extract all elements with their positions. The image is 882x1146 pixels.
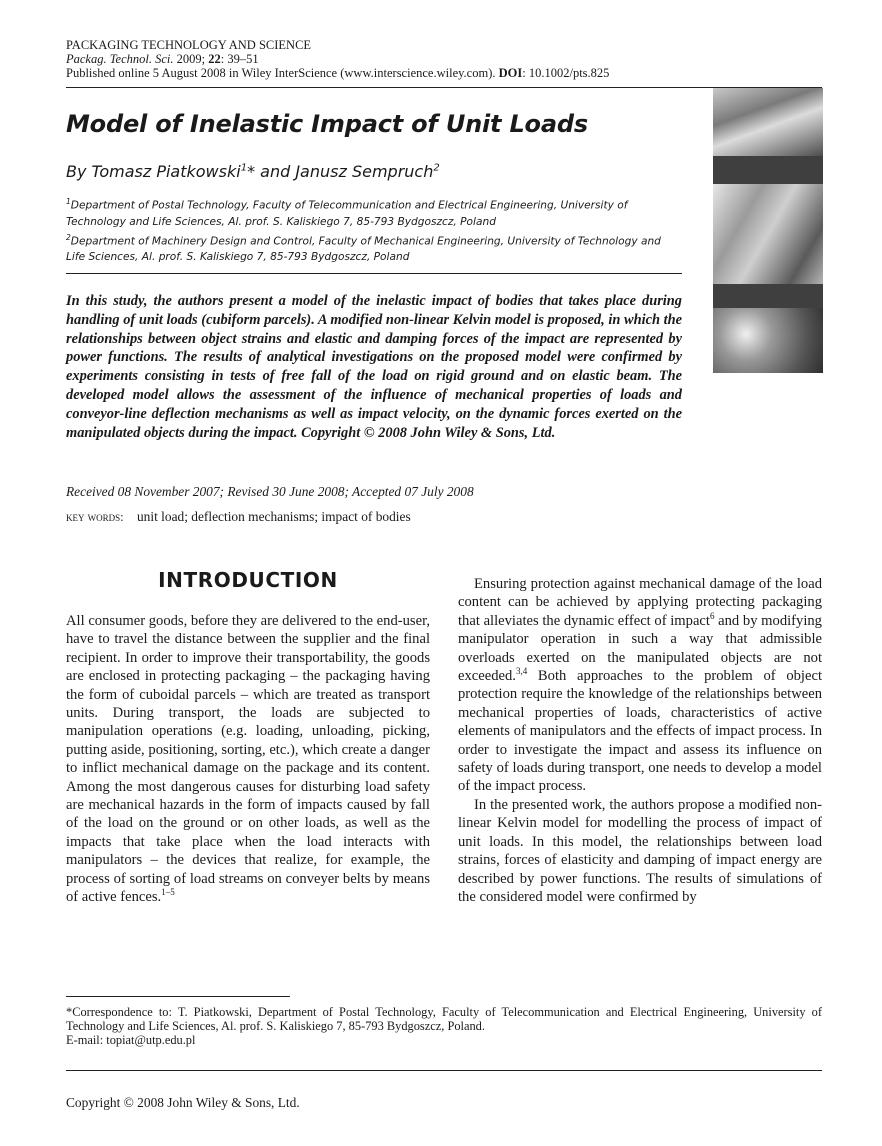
author-sup-2: 2 [433, 162, 440, 174]
footnote-rule [66, 996, 290, 997]
keywords-text: unit load; deflection mechanisms; impact of bodies [136, 509, 411, 524]
citation-line [66, 52, 822, 66]
footer-rule [66, 1070, 822, 1071]
title-rule [66, 273, 682, 274]
author-prefix: By Tomasz Piatkowski [66, 162, 241, 181]
publication-line [66, 66, 822, 80]
column-left [66, 612, 430, 907]
column-right [458, 575, 822, 906]
correspondence-footnote [66, 1005, 822, 1047]
keywords-label: key words: [66, 510, 124, 524]
page-copyright: Copyright © 2008 John Wiley & Sons, Ltd. [66, 1095, 300, 1110]
photo-bottom [713, 308, 823, 373]
intro-p2-text-a: Ensuring protection against mechanical damage of the load content can be achieved by applying protecting packaging that alleviates the dynamic effect of impact [458, 576, 822, 629]
author-mid: * and Janusz Sempruch [247, 162, 434, 181]
intro-p1-text: All consumer goods, before they are delivered to the end-user, have to travel the distance between the supplier and the final recipient. In order to improve their transportability, the goods are enclosed in protecting packaging – the packaging having the form of cuboidal parcels – which are treated as transport units. During transport, the loads are subjected to manipulation operations (e.g. loading, unloading, picking, putting aside, positioning, sorting, etc.), which create a danger to inflict mechanical damage on the package and its content. Among the most dangerous causes for disturbing load safety are mechanical hazards in the form of impacts caused by fall of the load on the ground or on other loads, as well as the impacts that take place when the load interacts with manipulators – the devices that realize, for example, the process of sorting of load streams on conveyer belts by means of active fences. [66, 613, 430, 906]
journal-name: PACKAGING TECHNOLOGY AND SCIENCE [66, 38, 312, 52]
affiliation-2-num: 2 [66, 232, 71, 242]
author-line [66, 162, 440, 181]
published-online: Published online 5 August 2008 in Wiley InterScience (www.interscience.wiley.com). [66, 66, 496, 80]
affiliation-1-text: Department of Postal Technology, Faculty of Telecommunication and Electrical Engineering, University of Technology and Life Sciences, Al. prof. S. Kaliskiego 7, 85-793 Bydgoszcz, Poland [66, 199, 628, 228]
intro-p2-text-b: and by modifying manipulator operation in such a way that admissible overloads exerted on the manipulated objects are not exceeded. [458, 612, 822, 685]
affiliation-2-text: Department of Machinery Design and Control, Faculty of Mechanical Engineering, University of Technology and Life Sciences, Al. prof. S. Kaliskiego 7, 85-793 Bydgoszcz, Poland [66, 235, 661, 264]
ref-1-5: 1–5 [161, 887, 175, 898]
doi-value: : 10.1002/pts.825 [522, 66, 610, 80]
intro-p2-text-c: Both approaches to the problem of object protection require the knowledge of the relationships between mechanical properties of loads, characteristics of active elements of manipulators and the effects of impact process. In order to investigate the impact and assess its influence on safety of loads during transport, one needs to develop a model of the impact process. [458, 668, 822, 795]
citation-pages: : 39–51 [220, 52, 259, 66]
keywords [66, 509, 411, 525]
abstract: In this study, the authors present a model of the inelastic impact of bodies that takes place during handling of unit loads (cubiform parcels). A modified non-linear Kelvin model is proposed, in which the relationships between object strains and elastic and damping forces of the impact are represented by power functions. The results of analytical investigations on the proposed model were confirmed by experiments consisting in tests of free fall of the load on rigid ground and on elastic beam. The developed model allows the assessment of the influence of mechanical properties of loads and conveyor-line deflection mechanisms as well as impact velocity, on the dynamic forces exerted on the manipulated objects during the impact. Copyright © 2008 John Wiley & Sons, Ltd. [66, 293, 682, 441]
author-sup-1: 1 [240, 162, 248, 174]
affiliation-2 [66, 230, 678, 266]
citation-year: 2009; [176, 52, 206, 66]
affiliations [66, 194, 678, 265]
running-header [66, 38, 822, 80]
correspondence-email: E-mail: topiat@utp.edu.pl [66, 1033, 196, 1047]
affiliation-1 [66, 194, 678, 230]
intro-paragraph-3: In the presented work, the authors propose a modified non-linear Kelvin model for modelling the process of impact of unit loads. In this model, the relationships between load strains, forces of elasticity and damping of impact energy are described by power functions. The results of simulations of the considered model were confirmed by [458, 796, 822, 905]
affiliation-1-num: 1 [66, 197, 71, 206]
paper-title: Model of Inelastic Impact of Unit Loads [66, 110, 588, 138]
doi-label: DOI [498, 66, 523, 80]
intro-paragraph-1 [66, 612, 430, 907]
ref-6: 6 [709, 610, 715, 621]
citation-volume: 22 [208, 52, 221, 66]
received-dates: Received 08 November 2007; Revised 30 June 2008; Accepted 07 July 2008 [66, 484, 474, 499]
cover-photo-strip [713, 88, 823, 373]
correspondence-text: *Correspondence to: T. Piatkowski, Department of Postal Technology, Faculty of Telecommunication and Electrical Engineering, University of Technology and Life Sciences, Al. prof. S. Kaliskiego 7, 85-793 Bydgoszcz, Poland. [66, 1005, 822, 1033]
journal-abbrev: Packag. Technol. Sci. [66, 52, 174, 66]
intro-paragraph-2 [458, 575, 822, 796]
ref-3-4: 3,4 [515, 666, 528, 677]
photo-top [713, 88, 823, 156]
section-heading-introduction: INTRODUCTION [158, 568, 338, 592]
header-rule [66, 87, 822, 88]
photo-middle [713, 184, 823, 284]
